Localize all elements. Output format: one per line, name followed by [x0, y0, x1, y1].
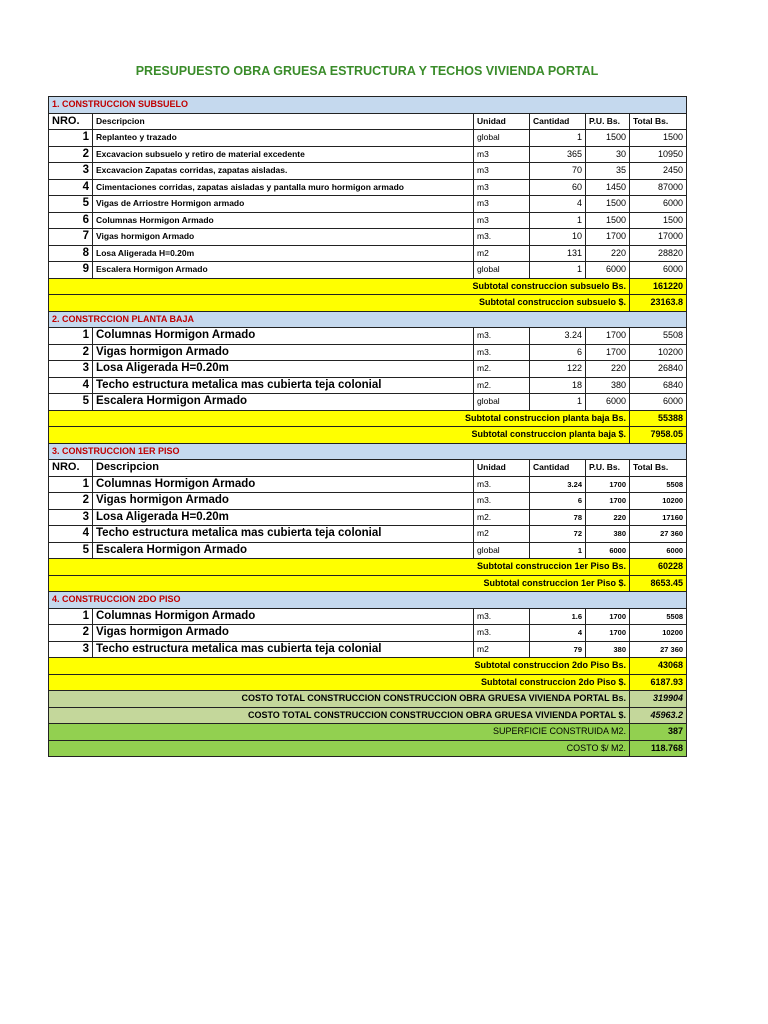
total-bs-value[interactable]: 319904 — [630, 691, 687, 708]
item-unit[interactable]: m3 — [474, 212, 530, 229]
subtotal-bs-row — [49, 658, 687, 675]
item-number[interactable]: 2 — [49, 146, 93, 163]
subtotal-usd-value[interactable]: 7958.05 — [630, 427, 687, 444]
column-header[interactable]: NRO. — [49, 113, 93, 130]
item-quantity[interactable]: 6 — [530, 344, 586, 361]
item-description[interactable]: Cimentaciones corridas, zapatas aisladas y pantalla muro hormigon armado — [93, 179, 474, 196]
column-header[interactable]: Descripcion — [93, 460, 474, 477]
item-unit-price[interactable]: 380 — [586, 526, 630, 543]
item-number[interactable]: 4 — [49, 179, 93, 196]
column-header-row — [49, 113, 687, 130]
table-row — [49, 394, 687, 411]
section-title[interactable]: 2. CONSTRCCION PLANTA BAJA — [49, 311, 687, 328]
subtotal-usd-row — [49, 427, 687, 444]
item-number[interactable]: 3 — [49, 361, 93, 378]
column-header[interactable]: Cantidad — [530, 460, 586, 477]
subtotal-bs-label[interactable]: Subtotal construccion 2do Piso Bs. — [49, 658, 630, 675]
page-title: PRESUPUESTO OBRA GRUESA ESTRUCTURA Y TECHOS VIVIENDA PORTAL — [135, 64, 599, 78]
column-header[interactable]: NRO. — [49, 460, 93, 477]
item-description[interactable]: Columnas Hormigon Armado — [93, 328, 474, 345]
item-total[interactable]: 1500 — [630, 212, 687, 229]
item-total[interactable]: 27 360 — [630, 526, 687, 543]
table-row — [49, 163, 687, 180]
column-header[interactable]: Descripcion — [93, 113, 474, 130]
column-header[interactable]: P.U. Bs. — [586, 460, 630, 477]
item-unit-price[interactable]: 1700 — [586, 229, 630, 246]
item-quantity[interactable]: 3.24 — [530, 476, 586, 493]
item-total[interactable]: 6840 — [630, 377, 687, 394]
table-row — [49, 130, 687, 147]
item-quantity[interactable]: 6 — [530, 493, 586, 510]
table-row — [49, 476, 687, 493]
item-unit-price[interactable]: 220 — [586, 509, 630, 526]
item-quantity[interactable]: 3.24 — [530, 328, 586, 345]
column-header[interactable]: P.U. Bs. — [586, 113, 630, 130]
item-quantity[interactable]: 1 — [530, 394, 586, 411]
column-header[interactable]: Unidad — [474, 460, 530, 477]
section-title[interactable]: 1. CONSTRUCCION SUBSUELO — [49, 97, 687, 114]
item-description[interactable]: Losa Aligerada H=0.20m — [93, 509, 474, 526]
item-quantity[interactable]: 72 — [530, 526, 586, 543]
item-number[interactable]: 3 — [49, 163, 93, 180]
item-number[interactable]: 4 — [49, 377, 93, 394]
item-unit[interactable]: m3. — [474, 608, 530, 625]
item-number[interactable]: 1 — [49, 328, 93, 345]
item-quantity[interactable]: 78 — [530, 509, 586, 526]
subtotal-usd-label[interactable]: Subtotal construccion subsuelo $. — [49, 295, 630, 312]
table-row — [49, 641, 687, 658]
area-label[interactable]: SUPERFICIE CONSTRUIDA M2. — [49, 724, 630, 741]
item-unit[interactable]: m3 — [474, 163, 530, 180]
item-number[interactable]: 5 — [49, 196, 93, 213]
item-unit-price[interactable]: 1500 — [586, 130, 630, 147]
item-number[interactable]: 8 — [49, 245, 93, 262]
item-total[interactable]: 27 360 — [630, 641, 687, 658]
item-quantity[interactable]: 1 — [530, 262, 586, 279]
total-usd-value[interactable]: 45963.2 — [630, 707, 687, 724]
item-unit[interactable]: m3 — [474, 146, 530, 163]
subtotal-bs-value[interactable]: 55388 — [630, 410, 687, 427]
item-unit-price[interactable]: 220 — [586, 361, 630, 378]
item-quantity[interactable]: 18 — [530, 377, 586, 394]
item-unit-price[interactable]: 1700 — [586, 344, 630, 361]
item-number[interactable]: 6 — [49, 212, 93, 229]
item-description[interactable]: Excavacion subsuelo y retiro de material excedente — [93, 146, 474, 163]
item-total[interactable]: 1500 — [630, 130, 687, 147]
item-unit-price[interactable]: 1700 — [586, 608, 630, 625]
subtotal-usd-row — [49, 575, 687, 592]
subtotal-bs-row — [49, 559, 687, 576]
item-number[interactable]: 4 — [49, 526, 93, 543]
table-row — [49, 245, 687, 262]
item-quantity[interactable]: 131 — [530, 245, 586, 262]
subtotal-bs-label[interactable]: Subtotal construccion 1er Piso Bs. — [49, 559, 630, 576]
item-description[interactable]: Escalera Hormigon Armado — [93, 542, 474, 559]
item-number[interactable]: 2 — [49, 493, 93, 510]
item-unit-price[interactable]: 35 — [586, 163, 630, 180]
item-quantity[interactable]: 1.6 — [530, 608, 586, 625]
item-unit-price[interactable]: 1700 — [586, 328, 630, 345]
item-unit[interactable]: global — [474, 130, 530, 147]
item-number[interactable]: 5 — [49, 394, 93, 411]
section-heading — [49, 592, 687, 609]
subtotal-usd-value[interactable]: 8653.45 — [630, 575, 687, 592]
item-description[interactable]: Vigas de Arriostre Hormigon armado — [93, 196, 474, 213]
item-unit-price[interactable]: 6000 — [586, 542, 630, 559]
item-unit[interactable]: global — [474, 394, 530, 411]
subtotal-bs-label[interactable]: Subtotal construccion planta baja Bs. — [49, 410, 630, 427]
item-total[interactable]: 6000 — [630, 196, 687, 213]
item-unit[interactable]: m2. — [474, 509, 530, 526]
item-unit[interactable]: m3. — [474, 625, 530, 642]
subtotal-bs-row — [49, 278, 687, 295]
item-total[interactable]: 6000 — [630, 394, 687, 411]
table-row — [49, 229, 687, 246]
table-row — [49, 526, 687, 543]
item-unit[interactable]: m2. — [474, 361, 530, 378]
item-description[interactable]: Escalera Hormigon Armado — [93, 262, 474, 279]
item-number[interactable]: 1 — [49, 608, 93, 625]
table-row — [49, 328, 687, 345]
cost-m2-row — [49, 740, 687, 757]
item-unit-price[interactable]: 220 — [586, 245, 630, 262]
item-quantity[interactable]: 1 — [530, 542, 586, 559]
item-unit[interactable]: m3. — [474, 229, 530, 246]
item-description[interactable]: Losa Aligerada H=0.20m — [93, 245, 474, 262]
item-total[interactable]: 28820 — [630, 245, 687, 262]
subtotal-usd-row — [49, 295, 687, 312]
item-quantity[interactable]: 10 — [530, 229, 586, 246]
item-quantity[interactable]: 1 — [530, 130, 586, 147]
column-header[interactable]: Total Bs. — [630, 460, 687, 477]
table-row — [49, 542, 687, 559]
item-number[interactable]: 3 — [49, 641, 93, 658]
section-title[interactable]: 4. CONSTRUCCION 2DO PISO — [49, 592, 687, 609]
subtotal-bs-row — [49, 410, 687, 427]
item-description[interactable]: Columnas Hormigon Armado — [93, 608, 474, 625]
item-unit[interactable]: m3. — [474, 476, 530, 493]
total-usd-label[interactable]: COSTO TOTAL CONSTRUCCION CONSTRUCCION OBRA GRUESA VIVIENDA PORTAL $. — [49, 707, 630, 724]
subtotal-bs-value[interactable]: 60228 — [630, 559, 687, 576]
subtotal-usd-label[interactable]: Subtotal construccion planta baja $. — [49, 427, 630, 444]
item-total[interactable]: 10200 — [630, 493, 687, 510]
table-row — [49, 361, 687, 378]
column-header[interactable]: Total Bs. — [630, 113, 687, 130]
item-description[interactable]: Losa Aligerada H=0.20m — [93, 361, 474, 378]
subtotal-bs-value[interactable]: 161220 — [630, 278, 687, 295]
subtotal-bs-value[interactable]: 43068 — [630, 658, 687, 675]
subtotal-usd-label[interactable]: Subtotal construccion 1er Piso $. — [49, 575, 630, 592]
item-total[interactable]: 5508 — [630, 476, 687, 493]
item-quantity[interactable]: 4 — [530, 625, 586, 642]
total-bs-row — [49, 691, 687, 708]
item-unit-price[interactable]: 1450 — [586, 179, 630, 196]
item-quantity[interactable]: 60 — [530, 179, 586, 196]
area-row — [49, 724, 687, 741]
item-total[interactable]: 26840 — [630, 361, 687, 378]
item-description[interactable]: Techo estructura metalica mas cubierta teja colonial — [93, 641, 474, 658]
cost-m2-label[interactable]: COSTO $/ M2. — [49, 740, 630, 757]
column-header-row — [49, 460, 687, 477]
item-quantity[interactable]: 122 — [530, 361, 586, 378]
item-number[interactable]: 2 — [49, 625, 93, 642]
item-unit[interactable]: m3. — [474, 328, 530, 345]
table-row — [49, 625, 687, 642]
item-total[interactable]: 17160 — [630, 509, 687, 526]
item-description[interactable]: Techo estructura metalica mas cubierta teja colonial — [93, 526, 474, 543]
section-heading — [49, 97, 687, 114]
item-unit-price[interactable]: 6000 — [586, 262, 630, 279]
item-total[interactable]: 10200 — [630, 344, 687, 361]
table-row — [49, 377, 687, 394]
item-number[interactable]: 1 — [49, 476, 93, 493]
item-total[interactable]: 87000 — [630, 179, 687, 196]
item-description[interactable]: Vigas hormigon Armado — [93, 625, 474, 642]
table-row — [49, 212, 687, 229]
item-total[interactable]: 6000 — [630, 262, 687, 279]
item-unit[interactable]: m2. — [474, 377, 530, 394]
item-unit[interactable]: m2 — [474, 526, 530, 543]
item-quantity[interactable]: 4 — [530, 196, 586, 213]
total-usd-row — [49, 707, 687, 724]
area-value[interactable]: 387 — [630, 724, 687, 741]
item-unit-price[interactable]: 6000 — [586, 394, 630, 411]
item-quantity[interactable]: 365 — [530, 146, 586, 163]
table-row — [49, 262, 687, 279]
budget-table — [48, 96, 687, 757]
column-header[interactable]: Cantidad — [530, 113, 586, 130]
item-number[interactable]: 5 — [49, 542, 93, 559]
item-number[interactable]: 2 — [49, 344, 93, 361]
cost-m2-value[interactable]: 118.768 — [630, 740, 687, 757]
item-unit-price[interactable]: 1700 — [586, 476, 630, 493]
item-total[interactable]: 5508 — [630, 328, 687, 345]
table-row — [49, 493, 687, 510]
section-heading — [49, 443, 687, 460]
item-unit[interactable]: m2 — [474, 245, 530, 262]
table-row — [49, 196, 687, 213]
item-total[interactable]: 2450 — [630, 163, 687, 180]
item-description[interactable]: Vigas hormigon Armado — [93, 344, 474, 361]
item-number[interactable]: 9 — [49, 262, 93, 279]
item-unit[interactable]: m2 — [474, 641, 530, 658]
item-unit-price[interactable]: 380 — [586, 377, 630, 394]
item-number[interactable]: 1 — [49, 130, 93, 147]
item-description[interactable]: Replanteo y trazado — [93, 130, 474, 147]
item-number[interactable]: 3 — [49, 509, 93, 526]
section-title[interactable]: 3. CONSTRUCCION 1ER PISO — [49, 443, 687, 460]
item-unit-price[interactable]: 30 — [586, 146, 630, 163]
item-description[interactable]: Columnas Hormigon Armado — [93, 476, 474, 493]
item-description[interactable]: Vigas hormigon Armado — [93, 493, 474, 510]
item-quantity[interactable]: 79 — [530, 641, 586, 658]
item-unit-price[interactable]: 1700 — [586, 493, 630, 510]
item-description[interactable]: Vigas hormigon Armado — [93, 229, 474, 246]
item-description[interactable]: Escalera Hormigon Armado — [93, 394, 474, 411]
total-bs-label[interactable]: COSTO TOTAL CONSTRUCCION CONSTRUCCION OBRA GRUESA VIVIENDA PORTAL Bs. — [49, 691, 630, 708]
table-row — [49, 344, 687, 361]
item-unit[interactable]: m3 — [474, 179, 530, 196]
item-unit-price[interactable]: 1500 — [586, 212, 630, 229]
subtotal-usd-value[interactable]: 23163.8 — [630, 295, 687, 312]
item-unit[interactable]: m3 — [474, 196, 530, 213]
item-unit-price[interactable]: 1700 — [586, 625, 630, 642]
subtotal-usd-label[interactable]: Subtotal construccion 2do Piso $. — [49, 674, 630, 691]
item-total[interactable]: 5508 — [630, 608, 687, 625]
table-row — [49, 146, 687, 163]
item-unit[interactable]: m3. — [474, 344, 530, 361]
item-unit[interactable]: global — [474, 262, 530, 279]
item-total[interactable]: 6000 — [630, 542, 687, 559]
column-header[interactable]: Unidad — [474, 113, 530, 130]
item-quantity[interactable]: 70 — [530, 163, 586, 180]
table-row — [49, 608, 687, 625]
subtotal-bs-label[interactable]: Subtotal construccion subsuelo Bs. — [49, 278, 630, 295]
item-unit[interactable]: m3. — [474, 493, 530, 510]
table-row — [49, 179, 687, 196]
subtotal-usd-row — [49, 674, 687, 691]
item-unit-price[interactable]: 1500 — [586, 196, 630, 213]
item-description[interactable]: Techo estructura metalica mas cubierta teja colonial — [93, 377, 474, 394]
item-unit-price[interactable]: 380 — [586, 641, 630, 658]
item-unit[interactable]: global — [474, 542, 530, 559]
subtotal-usd-value[interactable]: 6187.93 — [630, 674, 687, 691]
section-heading — [49, 311, 687, 328]
table-row — [49, 509, 687, 526]
item-total[interactable]: 10950 — [630, 146, 687, 163]
item-quantity[interactable]: 1 — [530, 212, 586, 229]
item-description[interactable]: Columnas Hormigon Armado — [93, 212, 474, 229]
item-total[interactable]: 17000 — [630, 229, 687, 246]
item-description[interactable]: Excavacion Zapatas corridas, zapatas aisladas. — [93, 163, 474, 180]
item-total[interactable]: 10200 — [630, 625, 687, 642]
item-number[interactable]: 7 — [49, 229, 93, 246]
